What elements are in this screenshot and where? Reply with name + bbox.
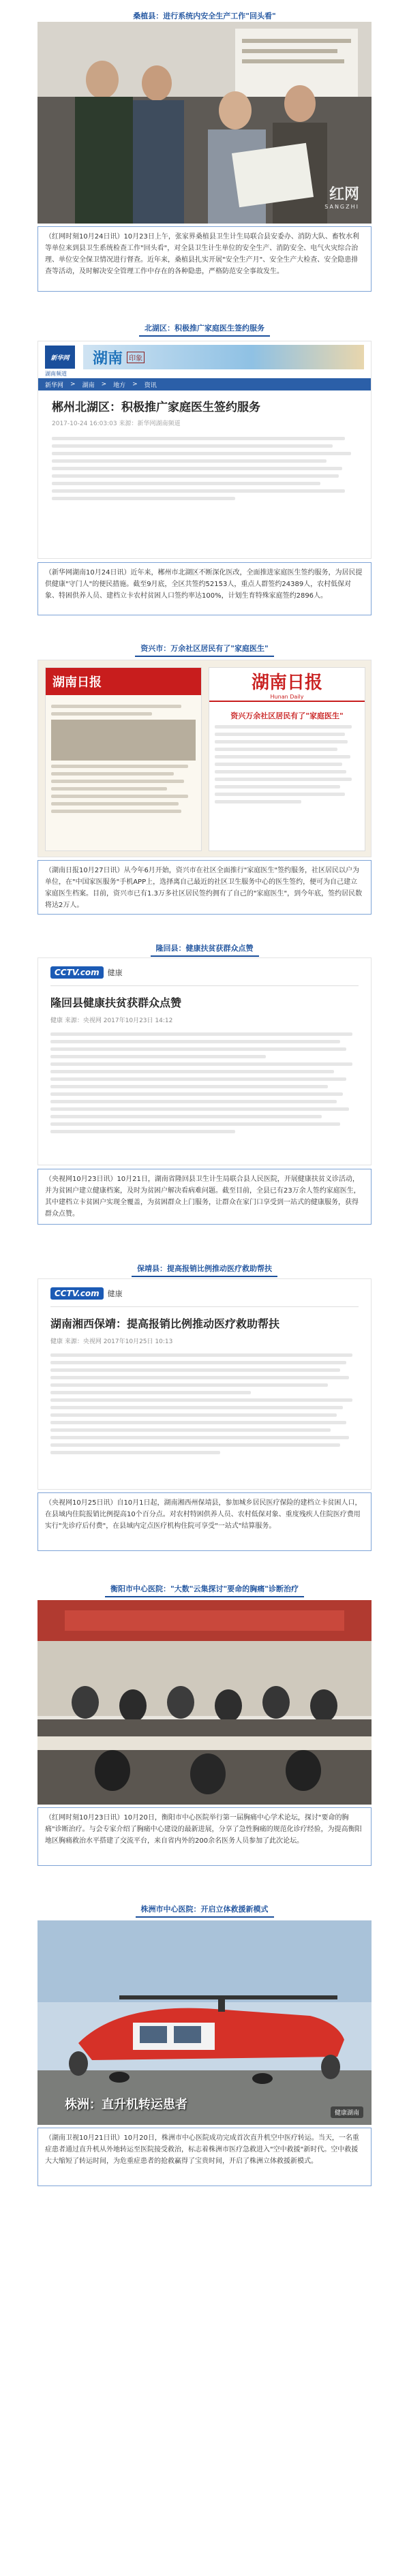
hengyang-text-box: （红网时刻10月23日讯）10月20日，衡阳市中心医院举行第一届胸痛中心学术论坛，探讨"要命的胸痛"诊断治疗。与会专家介绍了胸痛中心建设的最新进展，分享了急性胸痛的规范化诊疗经验，为提高衡阳地区胸痛救治水平搭建了交流平台，来自省内外的200余名医务人员参加了此次论坛。: [37, 1807, 372, 1866]
zhuzhou-photo: [37, 1920, 372, 2125]
section-title-sangzhi: 桑植县：进行系统内安全生产工作"回头看": [0, 8, 409, 25]
nav-item[interactable]: 地方: [113, 382, 126, 389]
nav-item[interactable]: 湖南: [82, 382, 95, 389]
baojing-text-box: （央视网10月25日讯）自10月1日起，湖南湘西州保靖县，参加城乡居民医疗保险的建档立卡贫困人口，在县域内住院报销比例提高10个百分点。对农村特困供养人员、农村低保对象、重度残疾人住院医疗费用实行"先诊疗后付费"，在县域内定点医疗机构住院可享受"一站式"结算服务。: [37, 1492, 372, 1551]
cctv-logo: CCTV.com 健康: [50, 966, 359, 979]
nav-bar: 新华网 > 湖南 > 地方 > 资讯: [38, 378, 371, 390]
section-title-zixing: 资兴市：万余社区居民有了"家庭医生": [0, 641, 409, 657]
xinhua-logo: 新华网: [45, 346, 75, 369]
section-title-baojing: 保靖县：提高报销比例推动医疗救助帮扶: [0, 1261, 409, 1277]
section-title-longhui: 隆回县：健康扶贫获群众点赞: [0, 940, 409, 957]
cctv-logo: CCTV.com 健康: [50, 1287, 359, 1300]
baojing-headline: 湖南湘西保靖：提高报销比例推动医疗救助帮扶: [50, 1317, 280, 1330]
zixing-text-box: （湖南日报10月27日讯）从今年6月开始，资兴市在社区全面推行"家庭医生"签约服务，社区居民以户为单位，在"中国家医服务"手机APP上，选择离自己最近的社区卫生服务中心的医生签约，便可为自己建立家庭医生档案。目前，资兴市已有1.3万多社区居民签约拥有了自己的"家庭医生"，到今年底，签约居民数将达2万人。: [37, 860, 372, 915]
longhui-text-box: （央视网10月23日讯）10月21日，湖南省隆回县卫生计生局联合县人民医院，开展健康扶贫义诊活动，并为贫困户建立健康档案，及时为贫困户解决看病难问题。截至目前，全县已有23万余人签约家庭医生，其中建档立卡贫困户实现全覆盖，为贫困群众上门服务，让群众在家门口享受到一站式的健康服务，获得群众点赞。: [37, 1169, 372, 1225]
hengyang-photo: [37, 1600, 372, 1805]
zhuzhou-tag: 健康湖南: [331, 2106, 363, 2118]
nav-item[interactable]: 资讯: [144, 382, 157, 389]
paper-masthead-en: Hunan Daily: [270, 694, 304, 700]
longhui-screenshot: [37, 957, 372, 1165]
beihu-headline: 郴州北湖区：积极推广家庭医生签约服务: [52, 401, 260, 414]
nav-item[interactable]: 新华网: [45, 382, 64, 389]
sangzhi-text-box: （红网时刻10月24日讯）10月23日上午，张家界桑植县卫生计生局联合县安委办、消防大队、畜牧水利等单位来到县卫生系统检查工作"回头看"，对全县卫生计生单位的安全生产、消防安全、电气火灾综合治理、单位安全保卫情况进行督查。近年来，桑植县扎实开展"安全生产月"、安全生产大检查、安全隐患排查等活动，及时解决安全管理工作中存在的各种隐患，严格防范安全事故发生。: [37, 226, 372, 292]
zixing-headline: 资兴万余社区居民有了"家庭医生": [230, 711, 344, 720]
sangzhi-watermark: 红网 SANGZHI: [324, 185, 359, 210]
sangzhi-photo: [37, 22, 372, 224]
longhui-meta: 健康 来源：央视网 2017年10月23日 14:12: [50, 1017, 173, 1024]
banner: 湖南 印象: [83, 345, 364, 369]
baojing-meta: 健康 来源：央视网 2017年10月25日 10:13: [50, 1338, 173, 1345]
zhuzhou-caption: 株洲：直升机转运患者: [65, 2098, 187, 2112]
section-title-beihu: 北湖区：积极推广家庭医生签约服务: [0, 320, 409, 337]
section-title-hengyang: 衡阳市中心医院："大数"云集探讨"要命的胸痛"诊断治疗: [0, 1581, 409, 1597]
zixing-screenshot: 湖南日报 湖南日报 Hunan Daily 资兴万余社区居民有了"家庭医生": [37, 660, 372, 857]
brand-label: 湖南频道: [45, 371, 67, 377]
section-title-zhuzhou: 株洲市中心医院：开启立体救援新模式: [0, 1901, 409, 1918]
beihu-meta: 2017-10-24 16:03:03 来源：新华网湖南频道: [52, 420, 181, 427]
paper-masthead: 湖南日报: [251, 673, 322, 693]
beihu-screenshot: [37, 341, 372, 559]
zhuzhou-text-box: （湖南卫视10月21日讯）10月20日，株洲市中心医院成功完成首次直升机空中医疗转运。当天，一名重症患者通过直升机从外地转运至医院接受救治，标志着株洲市医疗急救进入"空中救援"新时代。空中救援大大缩短了转运时间，为危重症患者的抢救赢得了宝贵时间，开启了株洲立体救援新模式。: [37, 2128, 372, 2186]
baojing-screenshot: [37, 1278, 372, 1490]
beihu-text-box: （新华网湖南10月24日讯）近年来，郴州市北湖区不断深化医改，全面推进家庭医生签约服务，为居民提供健康"守门人"的便民措施。截至9月底，全区共签约52153人，重点人群签约24389人，农村低保对象、特困供养人员、建档立卡农村贫困人口签约率达100%，计划生育特殊家庭签约2896人。: [37, 562, 372, 615]
longhui-headline: 隆回县健康扶贫获群众点赞: [50, 996, 182, 1009]
